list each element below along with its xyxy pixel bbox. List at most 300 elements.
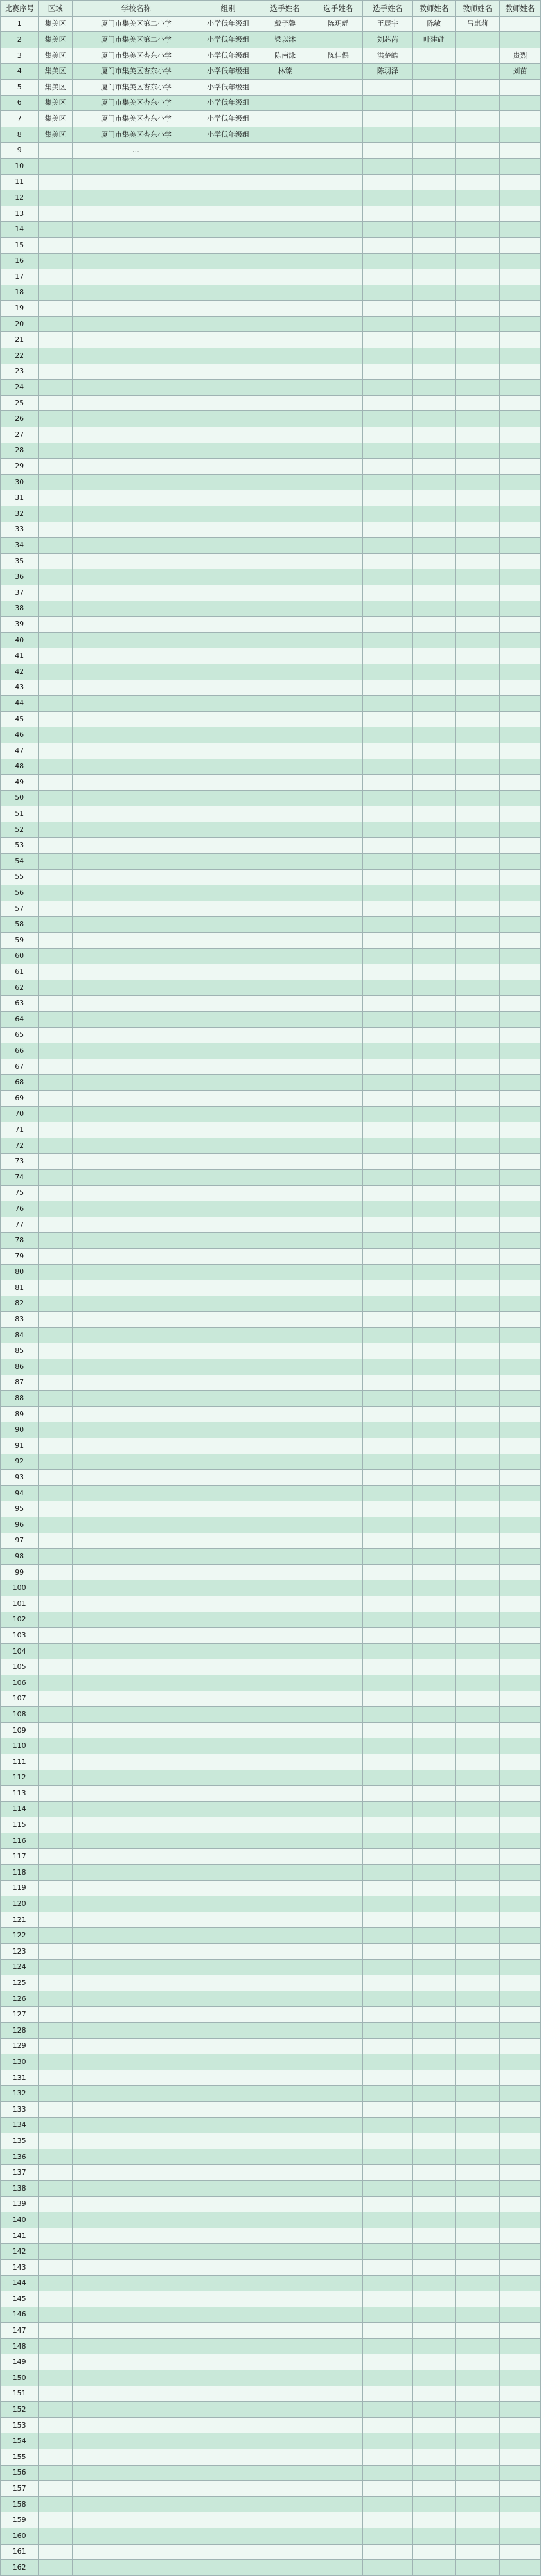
table-cell <box>499 1138 540 1154</box>
table-cell <box>456 1485 500 1501</box>
table-cell <box>456 2007 500 2023</box>
table-cell <box>39 332 72 348</box>
table-cell <box>39 1596 72 1612</box>
table-cell <box>412 127 455 143</box>
table-cell <box>256 696 314 712</box>
table-cell <box>499 854 540 870</box>
table-cell <box>362 1991 412 2007</box>
table-cell <box>200 1106 256 1122</box>
table-cell <box>72 2291 200 2307</box>
table-cell <box>72 2323 200 2339</box>
table-cell <box>314 1343 363 1359</box>
table-cell <box>456 1896 500 1912</box>
table-cell <box>256 1533 314 1549</box>
table-row <box>1 1596 541 1612</box>
table-cell <box>456 190 500 206</box>
table-cell <box>256 680 314 696</box>
table-cell <box>72 2354 200 2370</box>
table-cell <box>314 1154 363 1170</box>
table-cell <box>72 1406 200 1422</box>
table-cell <box>256 2481 314 2497</box>
table-cell <box>456 269 500 285</box>
table-cell <box>200 443 256 459</box>
table-cell <box>314 95 363 111</box>
row-number-cell: 132 <box>1 2086 39 2102</box>
row-number-cell: 74 <box>1 1169 39 1185</box>
table-row <box>1 1691 541 1707</box>
table-cell <box>456 2307 500 2323</box>
table-cell <box>456 1675 500 1691</box>
table-cell: 集美区 <box>39 64 72 80</box>
table-cell <box>39 269 72 285</box>
row-number-cell: 35 <box>1 553 39 569</box>
table-cell <box>412 948 455 964</box>
table-cell <box>362 1264 412 1280</box>
table-cell <box>314 2038 363 2054</box>
table-cell <box>362 127 412 143</box>
row-number-cell: 154 <box>1 2433 39 2449</box>
table-cell: 5 <box>1 79 39 95</box>
table-cell <box>499 648 540 664</box>
row-number-cell: 88 <box>1 1391 39 1407</box>
table-row <box>1 869 541 885</box>
table-row <box>1 2528 541 2545</box>
table-row <box>1 1564 541 1580</box>
row-number-cell: 55 <box>1 869 39 885</box>
table-cell <box>72 1280 200 1296</box>
table-cell <box>39 2275 72 2291</box>
table-cell <box>362 2323 412 2339</box>
table-cell <box>72 1817 200 1833</box>
table-cell <box>256 2307 314 2323</box>
table-cell <box>499 2433 540 2449</box>
table-cell <box>39 806 72 822</box>
table-cell <box>412 538 455 554</box>
table-cell <box>72 1012 200 1028</box>
table-cell <box>39 348 72 364</box>
table-cell <box>39 2338 72 2354</box>
table-row <box>1 364 541 380</box>
table-cell <box>499 1770 540 1786</box>
table-cell <box>499 1059 540 1075</box>
table-cell <box>412 664 455 680</box>
table-cell <box>456 2180 500 2196</box>
table-cell <box>256 1817 314 1833</box>
table-cell <box>314 1280 363 1296</box>
table-cell <box>499 1533 540 1549</box>
row-number-cell: 115 <box>1 1817 39 1833</box>
table-cell <box>39 1248 72 1264</box>
table-cell <box>412 1406 455 1422</box>
table-cell <box>200 206 256 222</box>
table-cell <box>256 917 314 933</box>
table-cell <box>200 838 256 854</box>
table-cell <box>456 364 500 380</box>
table-cell <box>362 2228 412 2244</box>
table-cell <box>72 854 200 870</box>
table-cell <box>412 1012 455 1028</box>
row-number-cell: 87 <box>1 1375 39 1391</box>
row-number-cell: 93 <box>1 1470 39 1486</box>
row-number-cell: 75 <box>1 1185 39 1201</box>
table-row <box>1 711 541 727</box>
table-cell <box>362 2512 412 2528</box>
table-row <box>1 1912 541 1928</box>
row-number-cell: 136 <box>1 2149 39 2165</box>
table-cell <box>362 1596 412 1612</box>
table-cell <box>499 933 540 949</box>
table-cell <box>314 2528 363 2545</box>
table-cell <box>200 253 256 269</box>
table-cell <box>72 664 200 680</box>
table-cell <box>412 1312 455 1328</box>
table-cell <box>362 1549 412 1565</box>
table-cell <box>72 443 200 459</box>
table-cell <box>499 1643 540 1659</box>
table-cell <box>314 680 363 696</box>
table-cell <box>72 2212 200 2228</box>
table-cell <box>39 2007 72 2023</box>
table-cell <box>72 2196 200 2212</box>
table-cell <box>200 790 256 806</box>
table-cell <box>200 648 256 664</box>
table-cell <box>72 2023 200 2039</box>
table-cell <box>72 1643 200 1659</box>
table-row <box>1 854 541 870</box>
table-cell <box>72 2038 200 2054</box>
table-cell <box>499 1975 540 1991</box>
header-cell: 教师姓名 <box>499 1 540 17</box>
table-cell <box>39 1327 72 1343</box>
table-cell <box>39 1628 72 1644</box>
table-cell <box>456 1833 500 1849</box>
table-cell <box>499 1012 540 1028</box>
table-cell <box>256 2496 314 2512</box>
row-number-cell: 78 <box>1 1233 39 1249</box>
table-cell <box>200 601 256 617</box>
table-row <box>1 285 541 301</box>
table-cell <box>412 2417 455 2433</box>
table-cell <box>499 1169 540 1185</box>
table-cell <box>456 1106 500 1122</box>
table-row <box>1 2370 541 2386</box>
table-cell <box>456 1343 500 1359</box>
table-cell <box>314 2117 363 2133</box>
table-cell <box>412 1391 455 1407</box>
table-cell <box>362 1912 412 1928</box>
table-cell: 小学低年级组 <box>200 16 256 32</box>
table-cell <box>412 1027 455 1043</box>
table-cell <box>72 1391 200 1407</box>
table-cell <box>412 1264 455 1280</box>
table-cell <box>362 316 412 332</box>
table-cell <box>412 206 455 222</box>
table-cell <box>362 1233 412 1249</box>
table-cell <box>314 1801 363 1817</box>
table-cell <box>39 1106 72 1122</box>
table-cell <box>72 2370 200 2386</box>
table-cell <box>499 1391 540 1407</box>
row-number-cell: 111 <box>1 1754 39 1770</box>
table-cell <box>39 569 72 585</box>
row-number-cell: 40 <box>1 632 39 648</box>
table-cell <box>39 143 72 159</box>
table-cell <box>256 1154 314 1170</box>
table-cell <box>456 2323 500 2339</box>
table-cell <box>256 1833 314 1849</box>
table-cell <box>39 1707 72 1723</box>
table-cell <box>499 759 540 775</box>
table-row <box>1 1707 541 1723</box>
table-cell <box>72 2086 200 2102</box>
table-cell <box>39 838 72 854</box>
table-cell <box>456 316 500 332</box>
table-cell <box>314 1643 363 1659</box>
table-cell <box>39 1928 72 1944</box>
table-cell: 2 <box>1 32 39 48</box>
table-cell <box>200 1991 256 2007</box>
table-cell <box>200 2228 256 2244</box>
table-cell <box>499 237 540 253</box>
table-cell <box>200 1185 256 1201</box>
table-cell <box>362 1454 412 1470</box>
table-cell <box>256 1470 314 1486</box>
table-cell <box>362 2402 412 2418</box>
table-cell <box>72 364 200 380</box>
table-cell <box>72 1122 200 1138</box>
table-cell <box>456 1643 500 1659</box>
table-cell <box>456 427 500 443</box>
table-row <box>1 1470 541 1486</box>
table-cell <box>200 316 256 332</box>
table-cell <box>200 1643 256 1659</box>
table-cell <box>499 1122 540 1138</box>
table-cell <box>499 2291 540 2307</box>
table-cell <box>412 2023 455 2039</box>
table-cell <box>314 1612 363 1628</box>
table-cell <box>412 2133 455 2149</box>
table-cell <box>39 964 72 980</box>
row-number-cell: 18 <box>1 285 39 301</box>
table-cell <box>456 1754 500 1770</box>
table-row <box>1 980 541 996</box>
table-cell <box>456 2259 500 2275</box>
row-number-cell: 24 <box>1 380 39 396</box>
table-cell <box>256 1375 314 1391</box>
table-cell <box>314 711 363 727</box>
table-cell <box>72 1675 200 1691</box>
table-cell <box>39 1470 72 1486</box>
row-number-cell: 68 <box>1 1075 39 1091</box>
row-number-cell: 26 <box>1 411 39 427</box>
row-number-cell: 160 <box>1 2528 39 2545</box>
table-cell <box>456 459 500 475</box>
table-cell <box>72 1454 200 1470</box>
table-cell <box>499 506 540 522</box>
table-cell <box>412 2007 455 2023</box>
table-cell <box>412 411 455 427</box>
table-cell <box>456 1075 500 1091</box>
table-cell <box>314 348 363 364</box>
table-cell <box>499 775 540 791</box>
table-cell <box>456 1959 500 1975</box>
table-cell <box>362 1090 412 1106</box>
table-cell: 小学低年级组 <box>200 79 256 95</box>
table-cell <box>412 869 455 885</box>
table-cell <box>456 1770 500 1786</box>
table-cell <box>412 332 455 348</box>
table-cell <box>456 569 500 585</box>
table-cell: 集美区 <box>39 127 72 143</box>
row-number-cell: 152 <box>1 2402 39 2418</box>
table-cell <box>499 316 540 332</box>
table-cell <box>200 917 256 933</box>
table-cell <box>256 1280 314 1296</box>
table-cell <box>412 2323 455 2339</box>
table-cell <box>314 1422 363 1438</box>
table-cell <box>456 854 500 870</box>
table-cell <box>499 711 540 727</box>
table-cell <box>39 2512 72 2528</box>
table-cell <box>412 1422 455 1438</box>
table-cell <box>314 1201 363 1217</box>
table-cell <box>314 980 363 996</box>
table-cell <box>412 1138 455 1154</box>
table-cell <box>412 364 455 380</box>
table-cell <box>456 1438 500 1454</box>
table-cell <box>362 1343 412 1359</box>
table-cell <box>72 253 200 269</box>
table-cell <box>362 1154 412 1170</box>
table-cell <box>499 2038 540 2054</box>
table-cell <box>412 1975 455 1991</box>
row-number-cell: 116 <box>1 1833 39 1849</box>
table-cell <box>456 2149 500 2165</box>
table-cell <box>256 427 314 443</box>
table-row <box>1 1786 541 1802</box>
table-cell <box>256 1722 314 1738</box>
table-cell <box>412 2528 455 2545</box>
table-cell <box>412 2481 455 2497</box>
table-cell <box>39 1391 72 1407</box>
table-cell <box>362 1312 412 1328</box>
table-row <box>1 380 541 396</box>
table-cell <box>39 1485 72 1501</box>
table-cell <box>39 2180 72 2196</box>
table-cell <box>362 696 412 712</box>
table-cell <box>499 1154 540 1170</box>
table-cell <box>362 253 412 269</box>
table-cell <box>362 2259 412 2275</box>
table-cell <box>256 901 314 917</box>
table-cell <box>362 1075 412 1091</box>
table-cell <box>499 1248 540 1264</box>
table-cell <box>72 822 200 838</box>
table-cell <box>39 1343 72 1359</box>
table-row <box>1 1169 541 1185</box>
table-cell <box>200 2275 256 2291</box>
table-cell: 刘芯芮 <box>362 32 412 48</box>
table-cell: 6 <box>1 95 39 111</box>
table-cell <box>256 2133 314 2149</box>
table-cell <box>72 1596 200 1612</box>
table-cell <box>72 411 200 427</box>
table-cell <box>412 1201 455 1217</box>
row-number-cell: 16 <box>1 253 39 269</box>
row-number-cell: 10 <box>1 158 39 174</box>
table-cell <box>412 2449 455 2466</box>
table-cell <box>499 1707 540 1723</box>
table-cell <box>499 2228 540 2244</box>
table-cell <box>200 158 256 174</box>
table-cell <box>362 980 412 996</box>
table-cell <box>362 2417 412 2433</box>
table-cell <box>456 806 500 822</box>
table-cell <box>456 2244 500 2260</box>
table-cell <box>200 301 256 317</box>
table-cell <box>256 301 314 317</box>
table-row <box>1 127 541 143</box>
table-cell <box>412 2307 455 2323</box>
table-cell: 厦门市集美区杏东小学 <box>72 48 200 64</box>
table-cell <box>412 427 455 443</box>
table-cell <box>412 143 455 159</box>
table-cell <box>39 1991 72 2007</box>
table-cell <box>72 1628 200 1644</box>
table-cell <box>72 1043 200 1059</box>
table-cell <box>72 869 200 885</box>
header-cell: 比赛序号 <box>1 1 39 17</box>
row-number-cell: 25 <box>1 395 39 411</box>
table-cell <box>362 1612 412 1628</box>
table-cell <box>72 1296 200 1312</box>
table-cell <box>72 2275 200 2291</box>
table-cell <box>456 64 500 80</box>
table-cell <box>200 1296 256 1312</box>
table-cell <box>456 2560 500 2576</box>
table-cell <box>499 1912 540 1928</box>
table-cell <box>39 1012 72 1028</box>
table-cell <box>499 1233 540 1249</box>
table-cell <box>256 1912 314 1928</box>
table-cell <box>362 1027 412 1043</box>
table-row <box>1 174 541 190</box>
table-cell <box>200 711 256 727</box>
table-cell <box>499 1027 540 1043</box>
table-cell <box>456 2054 500 2070</box>
table-cell <box>362 1517 412 1533</box>
table-cell <box>200 2338 256 2354</box>
table-cell <box>499 2149 540 2165</box>
table-cell <box>314 395 363 411</box>
table-cell <box>39 1438 72 1454</box>
table-cell <box>456 2038 500 2054</box>
table-cell <box>256 222 314 238</box>
table-cell <box>72 1517 200 1533</box>
table-cell <box>39 2291 72 2307</box>
table-cell <box>39 1770 72 1786</box>
table-cell <box>499 632 540 648</box>
table-row <box>1 1754 541 1770</box>
table-cell <box>72 1691 200 1707</box>
table-cell <box>39 2496 72 2512</box>
table-cell <box>499 1043 540 1059</box>
table-cell <box>314 1248 363 1264</box>
table-cell <box>256 601 314 617</box>
table-cell <box>499 1896 540 1912</box>
table-cell <box>314 1865 363 1881</box>
table-cell <box>456 1296 500 1312</box>
